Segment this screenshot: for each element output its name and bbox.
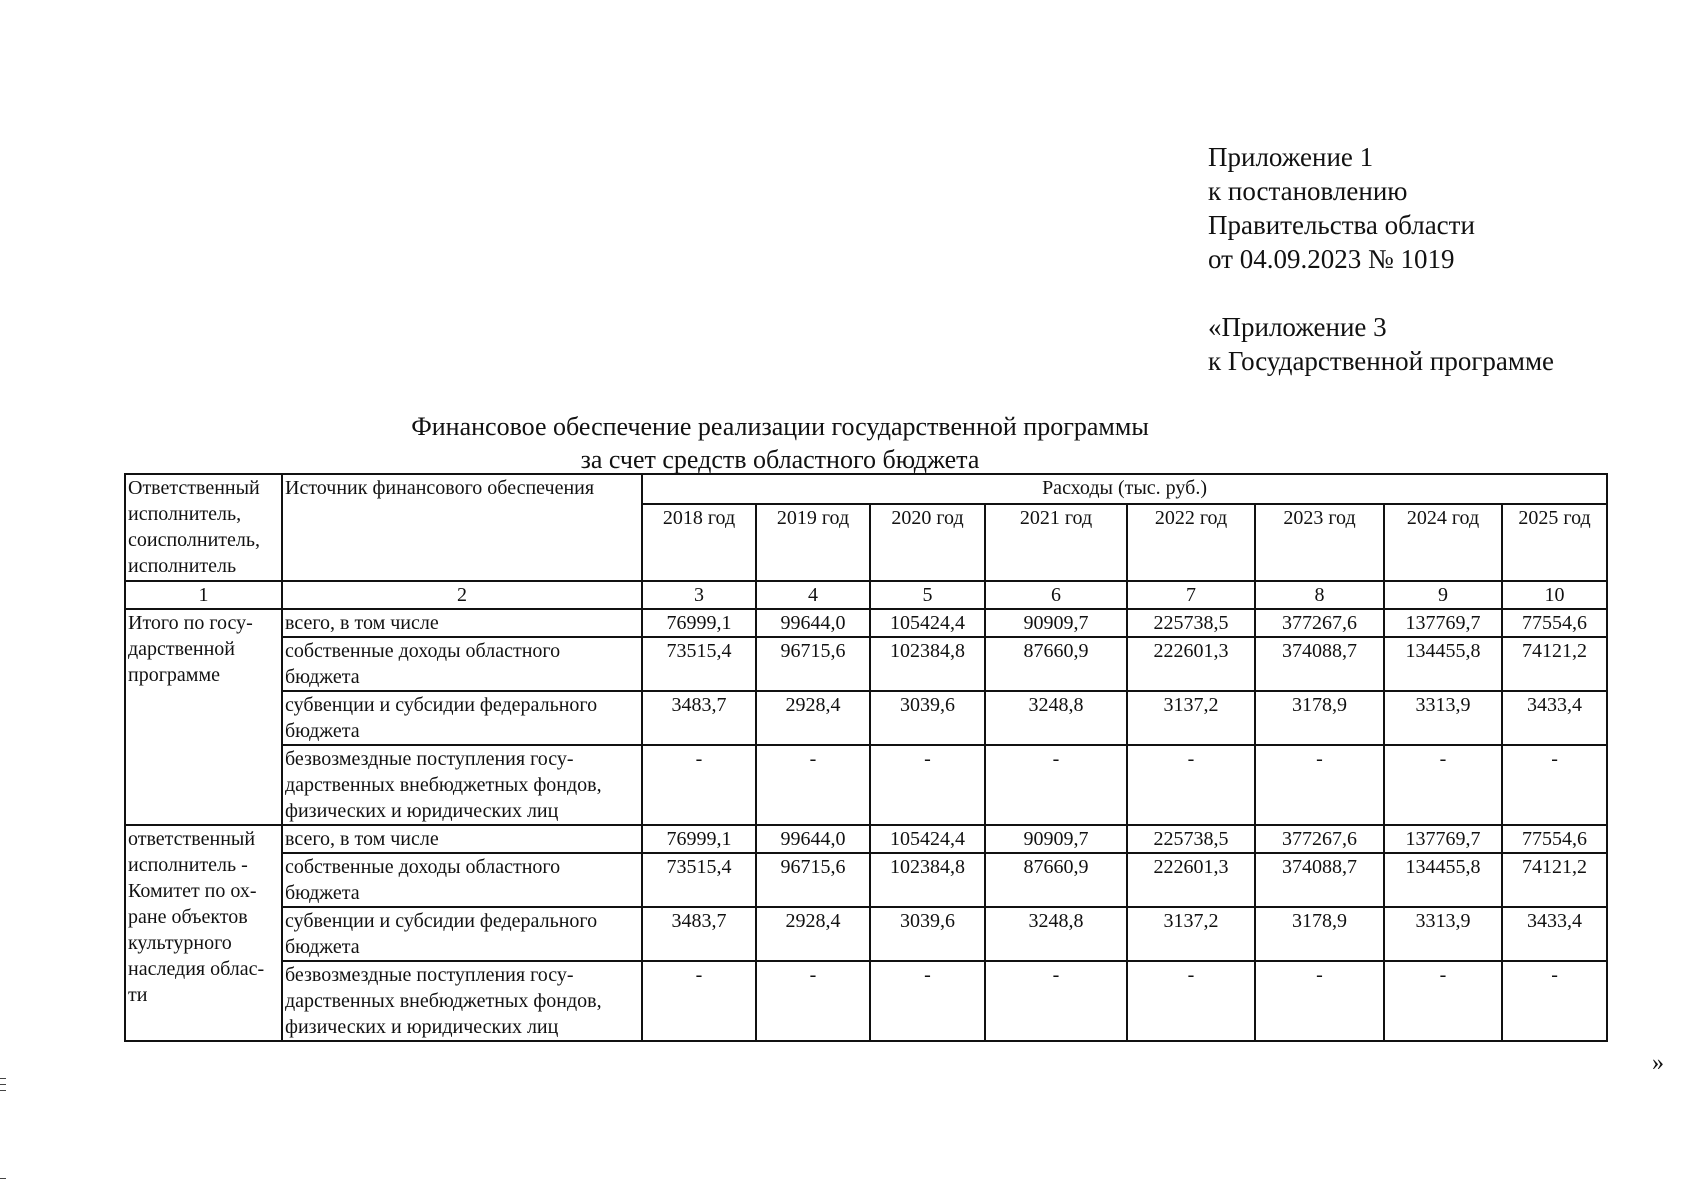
header-source: Источник финансового обеспечения [282, 474, 642, 581]
year-header: 2025 год [1502, 504, 1607, 581]
year-header: 2018 год [642, 504, 756, 581]
table-row [125, 609, 1607, 637]
appendix-block [1208, 140, 1554, 378]
value-cell: 3313,9 [1384, 907, 1502, 961]
value-cell: 102384,8 [870, 637, 985, 691]
value-cell: 3178,9 [1255, 907, 1384, 961]
table-row [125, 961, 1607, 1041]
year-header: 2020 год [870, 504, 985, 581]
value-cell: 3137,2 [1127, 691, 1255, 745]
value-cell: 377267,6 [1255, 609, 1384, 637]
column-index: 9 [1384, 581, 1502, 609]
source-cell: всего, в том числе [282, 825, 642, 853]
value-cell: 3039,6 [870, 691, 985, 745]
title-line: Финансовое обеспечение реализации государственной программы [411, 412, 1149, 441]
value-cell: 377267,6 [1255, 825, 1384, 853]
year-header: 2024 год [1384, 504, 1502, 581]
source-cell: собственные доходы областного бюджета [282, 637, 642, 691]
appendix-line: от 04.09.2023 № 1019 [1208, 244, 1455, 274]
value-cell: 73515,4 [642, 637, 756, 691]
value-cell: 134455,8 [1384, 637, 1502, 691]
value-cell: 374088,7 [1255, 637, 1384, 691]
value-cell: - [1502, 961, 1607, 1041]
source-cell: субвенции и субсидии федерального бюджета [282, 691, 642, 745]
value-cell: 77554,6 [1502, 609, 1607, 637]
value-cell: 105424,4 [870, 825, 985, 853]
value-cell: 3248,8 [985, 691, 1127, 745]
value-cell: 225738,5 [1127, 825, 1255, 853]
table-row [125, 907, 1607, 961]
header-row [125, 474, 1607, 504]
column-index: 2 [282, 581, 642, 609]
value-cell: - [642, 745, 756, 825]
table-row [125, 825, 1607, 853]
value-cell: - [985, 961, 1127, 1041]
value-cell: - [1255, 961, 1384, 1041]
value-cell: 76999,1 [642, 825, 756, 853]
value-cell: - [756, 745, 870, 825]
responsible-cell: Итого по госу-дарственной программе [125, 609, 282, 825]
column-index: 3 [642, 581, 756, 609]
margin-mark [0, 1090, 6, 1091]
title-line: за счет средств областного бюджета [580, 445, 980, 474]
value-cell: - [1502, 745, 1607, 825]
column-index: 5 [870, 581, 985, 609]
value-cell: 3178,9 [1255, 691, 1384, 745]
value-cell: - [1384, 961, 1502, 1041]
value-cell: - [756, 961, 870, 1041]
table-row [125, 691, 1607, 745]
value-cell: - [985, 745, 1127, 825]
value-cell: 102384,8 [870, 853, 985, 907]
value-cell: 3483,7 [642, 691, 756, 745]
appendix-line: «Приложение 3 [1208, 312, 1387, 342]
source-cell: субвенции и субсидии федерального бюджета [282, 907, 642, 961]
value-cell: - [1384, 745, 1502, 825]
column-index: 10 [1502, 581, 1607, 609]
value-cell: 90909,7 [985, 825, 1127, 853]
year-header: 2019 год [756, 504, 870, 581]
value-cell: 3483,7 [642, 907, 756, 961]
source-cell: безвозмездные поступления госу-дарственных внебюджетных фондов, физических и юридических лиц [282, 745, 642, 825]
source-cell: всего, в том числе [282, 609, 642, 637]
value-cell: 3433,4 [1502, 907, 1607, 961]
value-cell: 76999,1 [642, 609, 756, 637]
value-cell: 77554,6 [1502, 825, 1607, 853]
value-cell: - [1127, 961, 1255, 1041]
value-cell: 99644,0 [756, 609, 870, 637]
margin-mark [0, 1084, 6, 1085]
value-cell: 74121,2 [1502, 853, 1607, 907]
table-row [125, 745, 1607, 825]
value-cell: 74121,2 [1502, 637, 1607, 691]
value-cell: 134455,8 [1384, 853, 1502, 907]
year-header: 2021 год [985, 504, 1127, 581]
value-cell: 3137,2 [1127, 907, 1255, 961]
value-cell: 99644,0 [756, 825, 870, 853]
value-cell: 137769,7 [1384, 609, 1502, 637]
column-index: 1 [125, 581, 282, 609]
column-index: 4 [756, 581, 870, 609]
source-cell: собственные доходы областного бюджета [282, 853, 642, 907]
value-cell: 225738,5 [1127, 609, 1255, 637]
appendix-line: Приложение 1 [1208, 142, 1374, 172]
value-cell: 3313,9 [1384, 691, 1502, 745]
responsible-cell: ответственный исполнитель - Комитет по ох-ране объектов культурного наследия облас-ти [125, 825, 282, 1041]
column-index-row [125, 581, 1607, 609]
value-cell: 96715,6 [756, 853, 870, 907]
value-cell: 87660,9 [985, 853, 1127, 907]
value-cell: 3433,4 [1502, 691, 1607, 745]
value-cell: 105424,4 [870, 609, 985, 637]
value-cell: 2928,4 [756, 907, 870, 961]
closing-quote: » [1652, 1050, 1664, 1076]
table-row [125, 853, 1607, 907]
financing-table [124, 473, 1608, 1042]
value-cell: 87660,9 [985, 637, 1127, 691]
header-expenses: Расходы (тыс. руб.) [642, 474, 1607, 504]
source-cell: безвозмездные поступления госу-дарственных внебюджетных фондов, физических и юридических лиц [282, 961, 642, 1041]
header-responsible: Ответственный исполнитель, соисполнитель, исполнитель [125, 474, 282, 581]
column-index: 7 [1127, 581, 1255, 609]
value-cell: 90909,7 [985, 609, 1127, 637]
value-cell: - [1127, 745, 1255, 825]
value-cell: - [870, 745, 985, 825]
value-cell: 3039,6 [870, 907, 985, 961]
value-cell: 222601,3 [1127, 637, 1255, 691]
value-cell: 73515,4 [642, 853, 756, 907]
value-cell: - [642, 961, 756, 1041]
appendix-line: к Государственной программе [1208, 346, 1555, 376]
table-row [125, 637, 1607, 691]
year-header: 2023 год [1255, 504, 1384, 581]
margin-mark [0, 1178, 6, 1179]
value-cell: - [870, 961, 985, 1041]
column-index: 6 [985, 581, 1127, 609]
value-cell: 3248,8 [985, 907, 1127, 961]
appendix-line: к постановлению [1208, 176, 1408, 206]
column-index: 8 [1255, 581, 1384, 609]
value-cell: 222601,3 [1127, 853, 1255, 907]
year-header: 2022 год [1127, 504, 1255, 581]
value-cell: 96715,6 [756, 637, 870, 691]
appendix-line: Правительства области [1208, 210, 1475, 240]
value-cell: - [1255, 745, 1384, 825]
margin-mark [0, 1078, 6, 1079]
document-title [0, 410, 1560, 476]
value-cell: 374088,7 [1255, 853, 1384, 907]
appendix-gap [1208, 276, 1554, 310]
value-cell: 137769,7 [1384, 825, 1502, 853]
value-cell: 2928,4 [756, 691, 870, 745]
